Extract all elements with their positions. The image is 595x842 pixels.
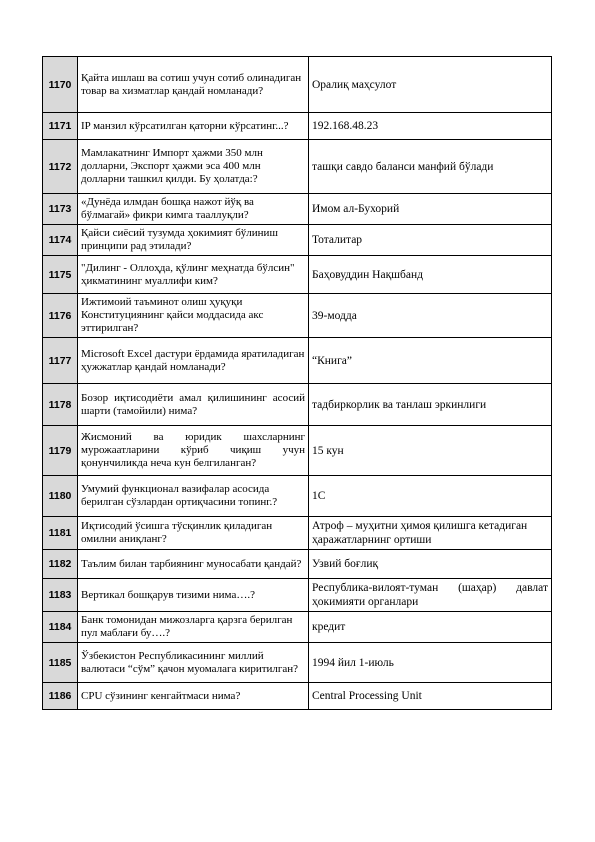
answer-text: Имом ал-Бухорий [309,194,552,225]
qa-table [42,56,552,710]
question-text: Мамлакатнинг Импорт ҳажми 350 млн долларни, Экспорт ҳажми эса 400 млн долларни ташкил қилди. Бу ҳолатда:? [78,140,309,194]
table-row [43,643,552,683]
question-number: 1176 [43,294,78,338]
question-number: 1174 [43,225,78,256]
table-row [43,683,552,710]
question-number: 1172 [43,140,78,194]
table-row [43,140,552,194]
answer-text: 192.168.48.23 [309,113,552,140]
question-number: 1180 [43,476,78,517]
question-text: Ижтимоий таъминот олиш ҳуқуқи Конституциянинг қайси моддасида акс эттирилган? [78,294,309,338]
answer-text: 15 кун [309,426,552,476]
question-number: 1178 [43,384,78,426]
question-text: Жисмоний ва юридик шахсларнинг мурожаатларини кўриб чиқиш учун қонунчиликда неча кун белгиланган? [78,426,309,476]
table-row [43,550,552,579]
table-row [43,476,552,517]
table-row [43,338,552,384]
table-row [43,113,552,140]
question-text: Қайси сиёсий тузумда ҳокимият бўлиниш принципи рад этилади? [78,225,309,256]
table-row [43,579,552,612]
question-text: Таълим билан тарбиянинг муносабати қандай? [78,550,309,579]
question-text: Қайта ишлаш ва сотиш учун сотиб олинадиган товар ва хизматлар қандай номланади? [78,57,309,113]
question-number: 1186 [43,683,78,710]
answer-text: Республика-вилоят-туман (шаҳар) давлат ҳокимияти органлари [309,579,552,612]
table-row [43,612,552,643]
table-row [43,426,552,476]
answer-text: ташқи савдо баланси манфий бўлади [309,140,552,194]
question-text: «Дунёда илмдан бошқа нажот йўқ ва бўлмагай» фикри кимга тааллуқли? [78,194,309,225]
question-text: Microsoft Excel дастури ёрдамида яратиладиган ҳужжатлар қандай номланади? [78,338,309,384]
answer-text: 1С [309,476,552,517]
answer-text: Оралиқ маҳсулот [309,57,552,113]
answer-text: Central Processing Unit [309,683,552,710]
question-number: 1175 [43,256,78,294]
question-text: Иқтисодий ўсишга тўсқинлик қиладиган омилни аниқланг? [78,517,309,550]
question-text: Вертикал бошқарув тизими нима….? [78,579,309,612]
question-text: Ўзбекистон Республикасининг миллий валютаси “сўм” қачон муомалага киритилган? [78,643,309,683]
table-row [43,517,552,550]
question-number: 1171 [43,113,78,140]
question-number: 1170 [43,57,78,113]
question-number: 1177 [43,338,78,384]
question-text: IP манзил кўрсатилган қаторни кўрсатинг...? [78,113,309,140]
answer-text: тадбиркорлик ва танлаш эркинлиги [309,384,552,426]
question-number: 1182 [43,550,78,579]
answer-text: кредит [309,612,552,643]
answer-text: Баҳовуддин Нақшбанд [309,256,552,294]
question-number: 1184 [43,612,78,643]
answer-text: 39-модда [309,294,552,338]
answer-text: Узвий боғлиқ [309,550,552,579]
question-number: 1185 [43,643,78,683]
question-number: 1181 [43,517,78,550]
answer-text: 1994 йил 1-июль [309,643,552,683]
answer-text: “Книга” [309,338,552,384]
table-row [43,225,552,256]
table-row [43,384,552,426]
table-row [43,256,552,294]
qa-table-body [43,57,552,710]
table-row [43,57,552,113]
question-number: 1179 [43,426,78,476]
question-number: 1173 [43,194,78,225]
question-text: Банк томонидан мижозларга қарзга берилган пул маблағи бу….? [78,612,309,643]
answer-text: Атроф – муҳитни ҳимоя қилишга кетадиган ҳаражатларнинг ортиши [309,517,552,550]
question-text: Умумий функционал вазифалар асосида берилган сўзлардан ортиқчасини топинг.? [78,476,309,517]
table-row [43,194,552,225]
question-text: Бозор иқтисодиёти амал қилишининг асосий шарти (тамойили) нима? [78,384,309,426]
answer-text: Тоталитар [309,225,552,256]
question-text: CPU сўзининг кенгайтмаси нима? [78,683,309,710]
question-text: "Дилинг - Оллоҳда, қўлинг меҳнатда бўлсин" ҳикматининг муаллифи ким? [78,256,309,294]
table-row [43,294,552,338]
question-number: 1183 [43,579,78,612]
